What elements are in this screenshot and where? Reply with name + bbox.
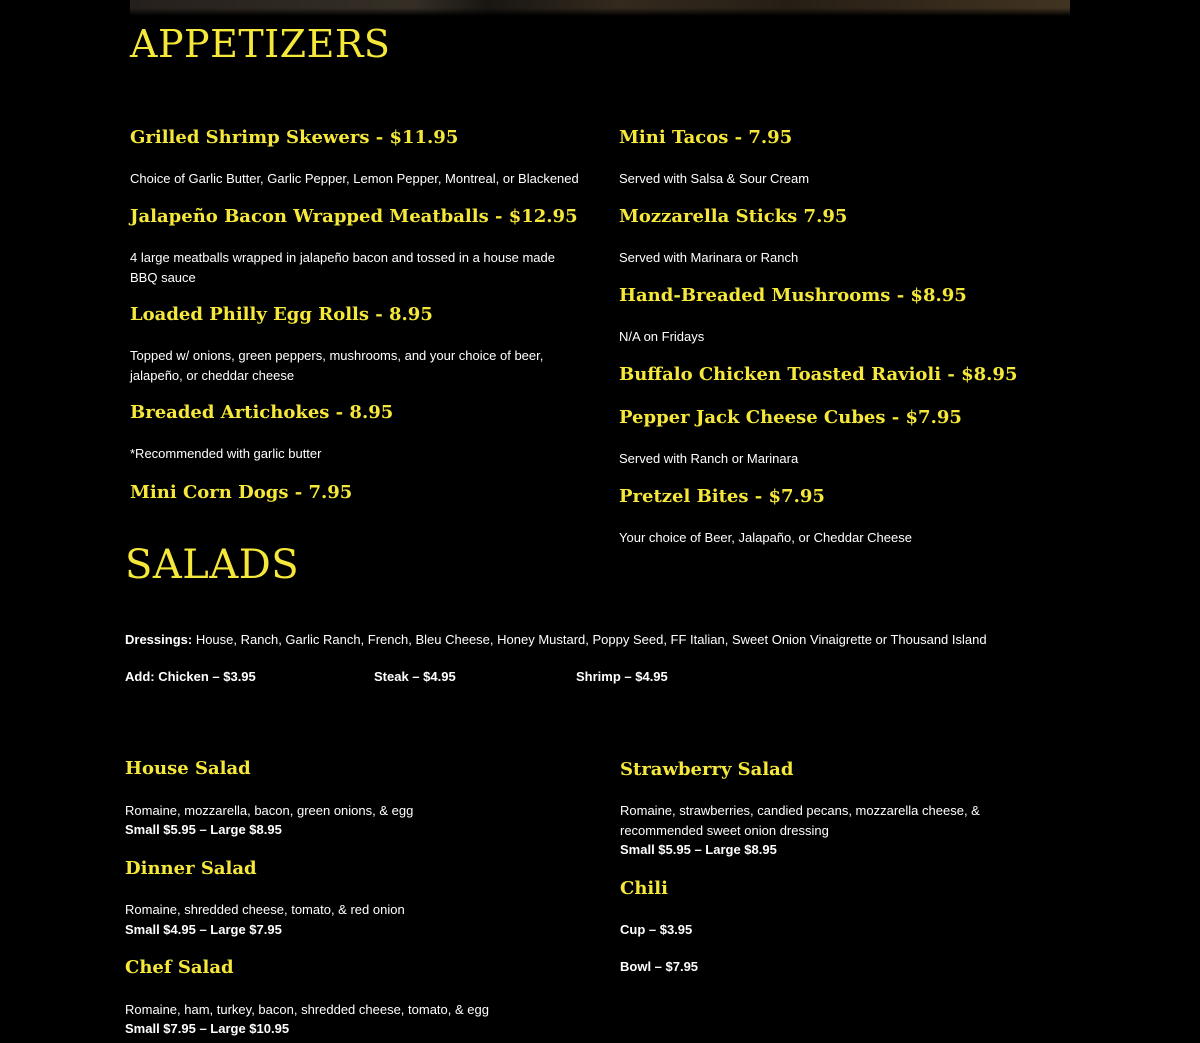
menu-item-description: *Recommended with garlic butter bbox=[130, 446, 322, 461]
menu-item-title: Mini Tacos - 7.95 bbox=[619, 127, 793, 148]
menu-item-description: Topped w/ onions, green peppers, mushrooms, and your choice of beer, jalapeño, or cheddar cheese bbox=[130, 348, 544, 383]
menu-item-description: Served with Ranch or Marinara bbox=[619, 451, 799, 466]
menu-item-price: Small $5.95 – Large $8.95 bbox=[125, 822, 282, 837]
dressings-list: House, Ranch, Garlic Ranch, French, Bleu Cheese, Honey Mustard, Poppy Seed, FF Italian, Sweet Onion Vinaigrette or Thousand Island bbox=[192, 632, 987, 647]
chili-cup-price: Cup – $3.95 bbox=[620, 922, 693, 937]
menu-item-description: Served with Salsa & Sour Cream bbox=[619, 171, 810, 186]
menu-item-title: Breaded Artichokes - 8.95 bbox=[130, 402, 394, 423]
menu-item-description: Romaine, ham, turkey, bacon, shredded cheese, tomato, & egg bbox=[125, 1002, 489, 1017]
menu-item-title: Mozzarella Sticks 7.95 bbox=[619, 206, 848, 227]
menu-item-price: Small $7.95 – Large $10.95 bbox=[125, 1021, 290, 1036]
menu-item-title: Buffalo Chicken Toasted Ravioli - $8.95 bbox=[619, 364, 1018, 385]
menu-item-description: Romaine, mozzarella, bacon, green onions, & egg bbox=[125, 803, 414, 818]
add-on-chicken: Add: Chicken – $3.95 bbox=[125, 669, 256, 684]
menu-item-title: Jalapeño Bacon Wrapped Meatballs - $12.95 bbox=[130, 206, 578, 227]
dressings-line bbox=[125, 630, 1075, 650]
menu-item-title: Grilled Shrimp Skewers - $11.95 bbox=[130, 127, 459, 148]
add-on-shrimp: Shrimp – $4.95 bbox=[576, 669, 668, 684]
chili-bowl-price: Bowl – $7.95 bbox=[620, 959, 699, 974]
dressings-label: Dressings: bbox=[125, 632, 193, 647]
menu-item-description: 4 large meatballs wrapped in jalapeño bacon and tossed in a house made BBQ sauce bbox=[130, 250, 555, 285]
menu-item-description: N/A on Fridays bbox=[619, 329, 705, 344]
menu-item-description: Romaine, strawberries, candied pecans, mozzarella cheese, & recommended sweet onion dressing bbox=[620, 803, 980, 838]
menu-item-price: Small $5.95 – Large $8.95 bbox=[620, 842, 777, 857]
menu-item-title: Pretzel Bites - $7.95 bbox=[619, 486, 825, 507]
appetizers-heading: APPETIZERS bbox=[130, 22, 391, 66]
menu-item-title: Hand-Breaded Mushrooms - $8.95 bbox=[619, 285, 967, 306]
menu-item-title: Chef Salad bbox=[125, 957, 234, 978]
menu-item-description: Your choice of Beer, Jalapaño, or Cheddar Cheese bbox=[619, 530, 912, 545]
salads-heading: SALADS bbox=[125, 542, 300, 588]
menu-item-title: Mini Corn Dogs - 7.95 bbox=[130, 482, 353, 503]
menu-item-title: House Salad bbox=[125, 758, 251, 779]
hero-image-strip bbox=[130, 0, 1070, 16]
menu-item-title: Chili bbox=[620, 878, 668, 899]
menu-item-title: Strawberry Salad bbox=[620, 759, 794, 780]
menu-item-description: Served with Marinara or Ranch bbox=[619, 250, 799, 265]
menu-item-title: Pepper Jack Cheese Cubes - $7.95 bbox=[619, 407, 962, 428]
menu-item-title: Dinner Salad bbox=[125, 858, 257, 879]
menu-item-description: Choice of Garlic Butter, Garlic Pepper, Lemon Pepper, Montreal, or Blackened bbox=[130, 171, 579, 186]
menu-item-title: Loaded Philly Egg Rolls - 8.95 bbox=[130, 304, 433, 325]
menu-item-price: Small $4.95 – Large $7.95 bbox=[125, 922, 282, 937]
add-on-steak: Steak – $4.95 bbox=[374, 669, 456, 684]
menu-item-description: Romaine, shredded cheese, tomato, & red onion bbox=[125, 902, 405, 917]
